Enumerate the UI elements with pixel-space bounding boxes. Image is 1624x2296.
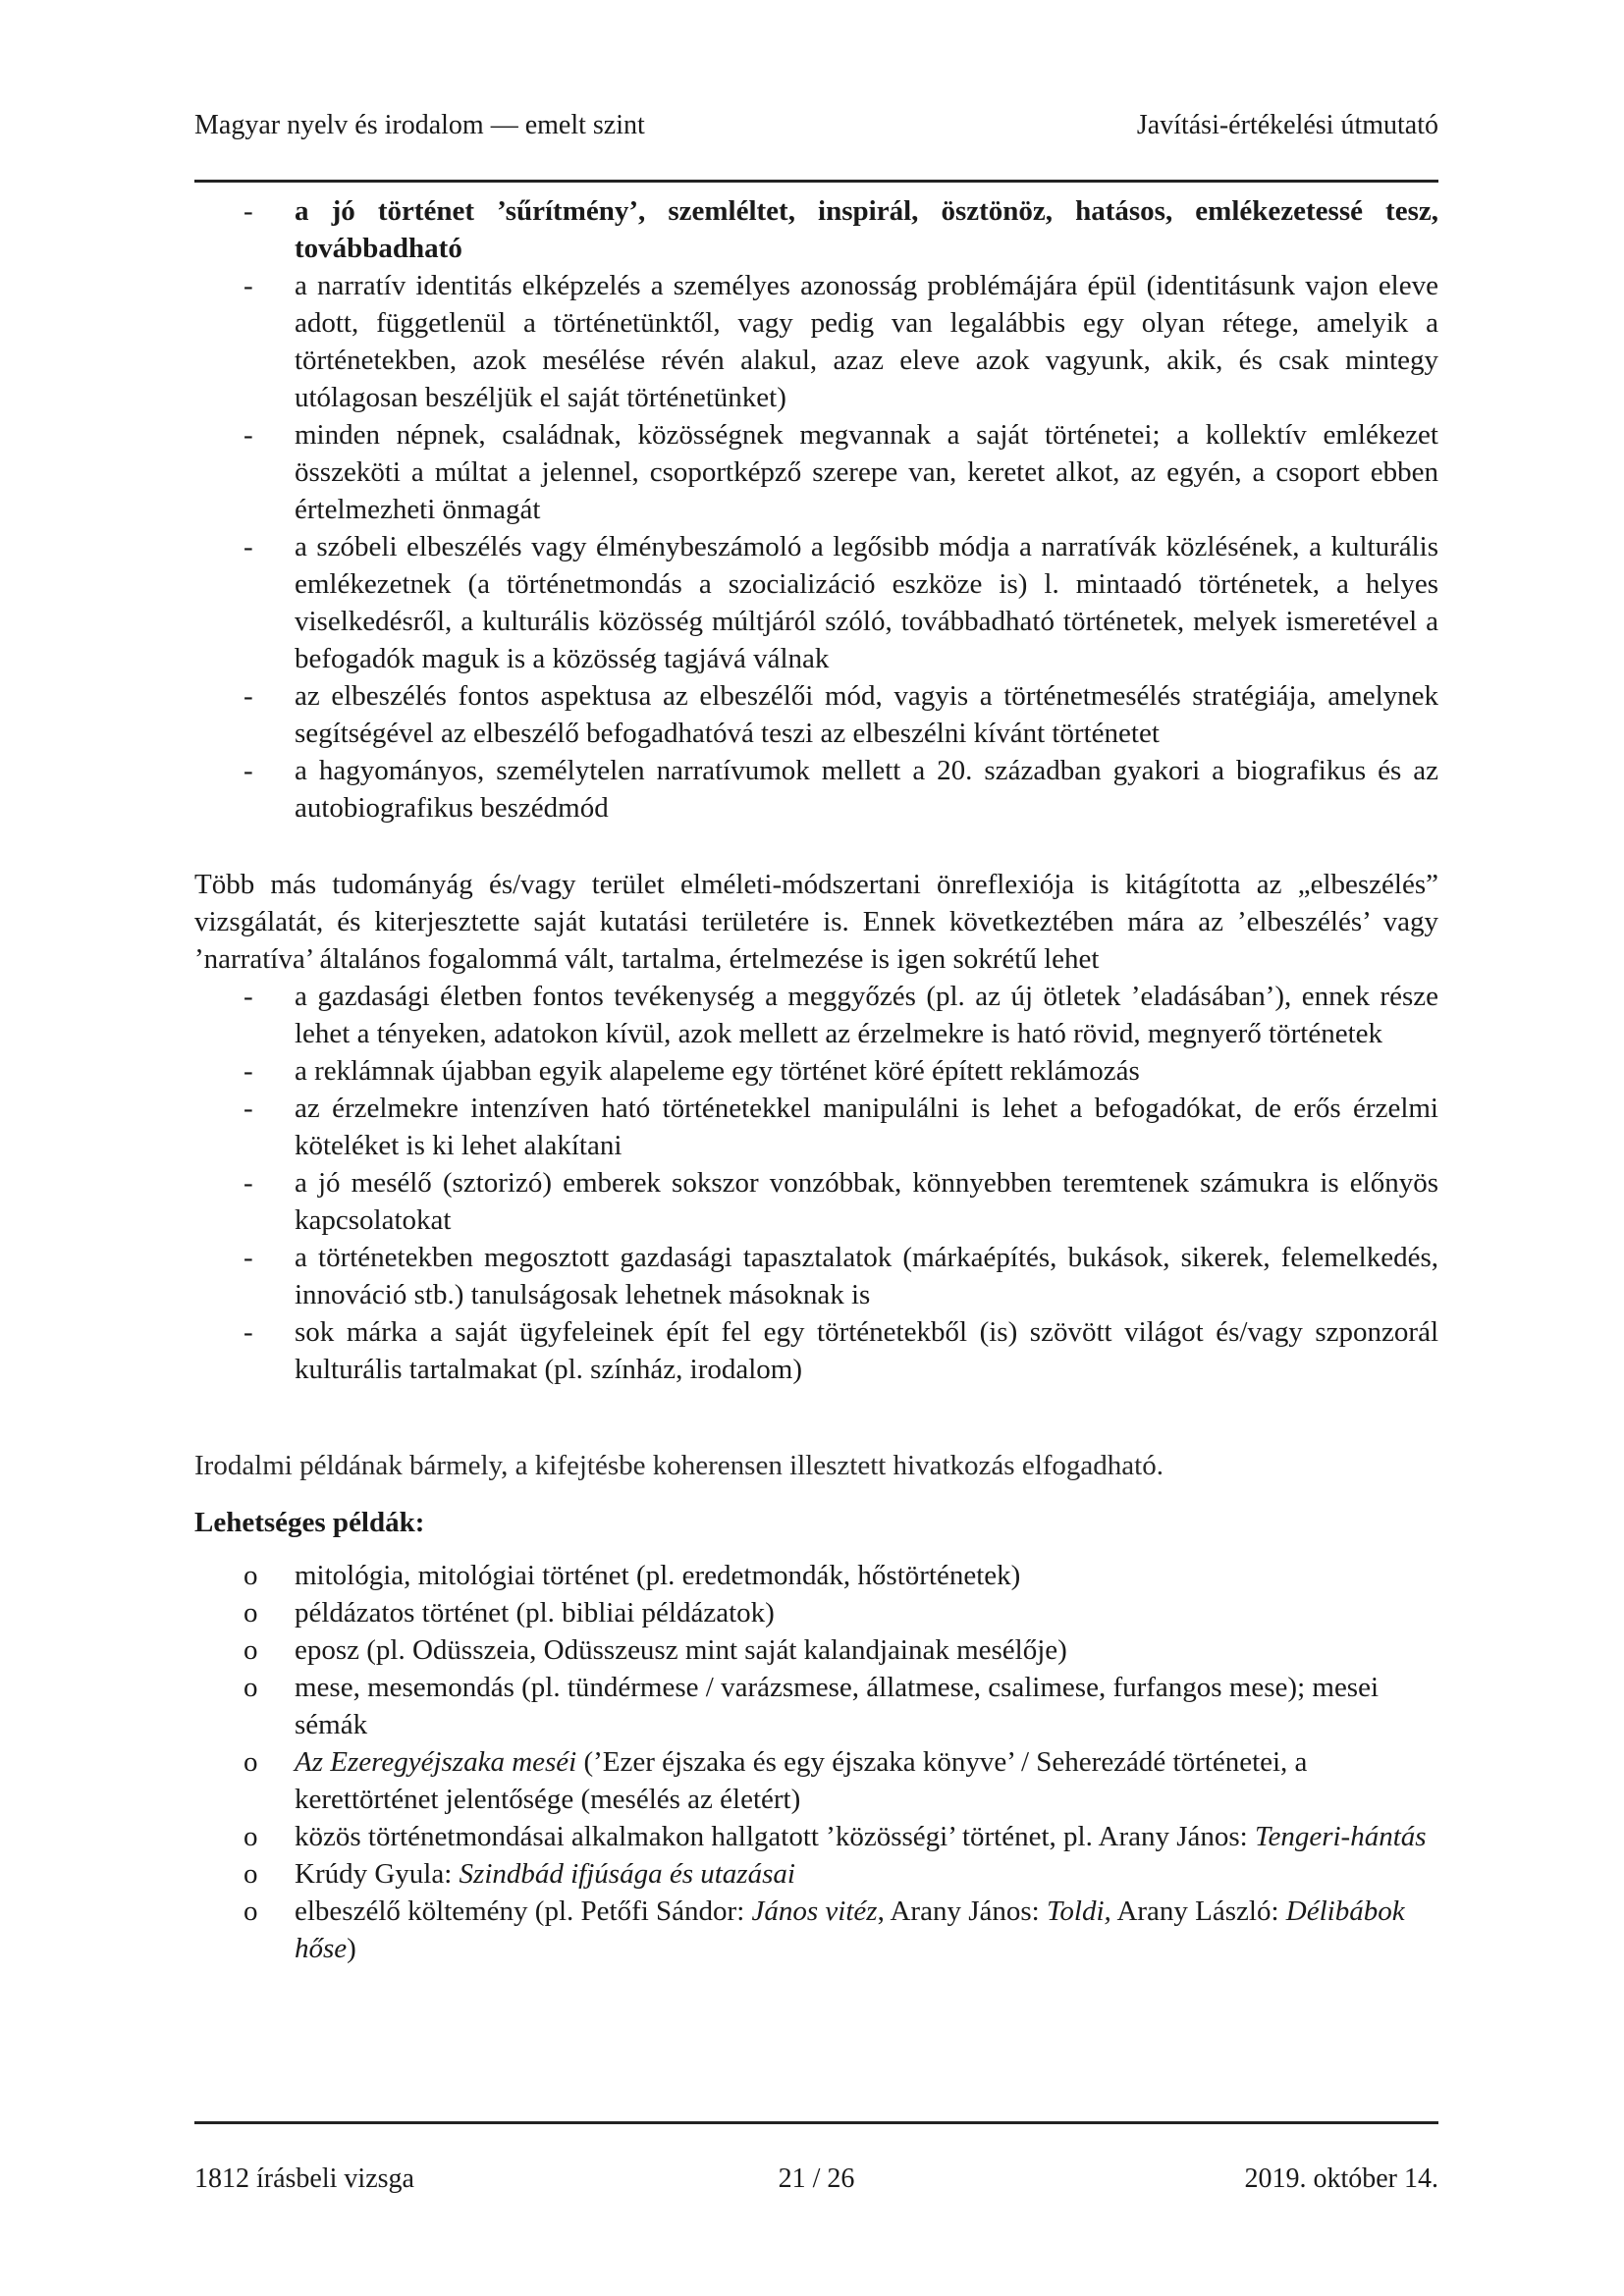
list-item-text: a narratív identitás elképzelés a személyes azonosság problémájára épül (identitásunk vajon eleve adott, függetlenül a történetünktől, vagy pedig van legalábbis egy olyan rétege, amelyik a történetekben, azok mesélése révén alakul, azaz eleve azok vagyunk, akik, és csak mintegy utólagosan beszéljük el saját történetünket): [295, 270, 1438, 413]
header-doc-type: Javítási-értékelési útmutató: [1136, 110, 1438, 140]
example-title: Tengeri-hántás: [1254, 1821, 1427, 1852]
narrative-points-list: [194, 192, 1438, 827]
dash-marker: -: [244, 270, 253, 301]
list-item: [194, 1893, 1438, 1967]
example-title: Az Ezeregyéjszaka meséi: [295, 1746, 577, 1778]
list-item-text: az elbeszélés fontos aspektusa az elbeszélői mód, vagyis a történetmesélés stratégiája, amelynek segítségével az elbeszélő befogadhatóvá teszi az elbeszélni kívánt történetet: [295, 680, 1438, 749]
list-item: [194, 1052, 1438, 1090]
example-title: Toldi,: [1046, 1896, 1111, 1927]
list-item-text: a jó mesélő (sztorizó) emberek sokszor vonzóbbak, könnyebben teremtenek számukra is előnyös kapcsolatokat: [295, 1167, 1438, 1236]
footer-date: 2019. október 14.: [1244, 2163, 1438, 2194]
list-item: [194, 1164, 1438, 1239]
example-title: Délibábok hőse: [295, 1896, 1405, 1964]
circle-marker: o: [244, 1597, 258, 1629]
spacer: [194, 1388, 1438, 1427]
spacer: [194, 827, 1438, 866]
list-item: [194, 1557, 1438, 1594]
dash-marker: -: [244, 1167, 253, 1199]
list-item-text: a jó történet ’sűrítmény’, szemléltet, inspirál, ösztönöz, hatásos, emlékezetessé tesz, továbbadható: [295, 195, 1438, 264]
circle-marker: o: [244, 1672, 258, 1703]
dash-marker: -: [244, 981, 253, 1012]
list-item: [194, 978, 1438, 1052]
dash-marker: -: [244, 680, 253, 712]
list-item: [194, 1818, 1438, 1855]
circle-marker: o: [244, 1560, 258, 1591]
header-rule: [194, 180, 1438, 183]
list-item-text: a hagyományos, személytelen narratívumok mellett a 20. században gyakori a biografikus és az autobiografikus beszédmód: [295, 755, 1438, 824]
header-subject: Magyar nyelv és irodalom — emelt szint: [194, 110, 645, 140]
list-item: [194, 416, 1438, 528]
example-title: János vitéz: [751, 1896, 878, 1927]
circle-marker: o: [244, 1634, 258, 1666]
spacer: [194, 1427, 1438, 1447]
dash-marker: -: [244, 195, 253, 227]
example-text: (’Ezer éjszaka és egy éjszaka könyve’ / Seherezádé történetei, a kerettörténet jelentősége (mesélés az életért): [295, 1746, 1308, 1815]
list-item: [194, 1631, 1438, 1669]
examples-heading: Lehetséges példák:: [194, 1507, 425, 1538]
example-author: Krúdy Gyula:: [295, 1858, 460, 1890]
list-item-text: a reklámnak újabban egyik alapeleme egy történet köré épített reklámozás: [295, 1055, 1140, 1087]
footer-rule: [194, 2121, 1438, 2124]
dash-marker: -: [244, 1055, 253, 1087]
list-item: [194, 752, 1438, 827]
dash-marker: -: [244, 1316, 253, 1348]
circle-marker: o: [244, 1896, 258, 1927]
list-item: [194, 1594, 1438, 1631]
list-item: [194, 1239, 1438, 1313]
example-text: , Arany János:: [877, 1896, 1047, 1927]
list-item: [194, 1313, 1438, 1388]
example-text: mitológia, mitológiai történet (pl. eredetmondák, hőstörténetek): [295, 1560, 1021, 1591]
economy-points-list: [194, 978, 1438, 1388]
example-text: ): [347, 1933, 356, 1964]
circle-marker: o: [244, 1858, 258, 1890]
list-item: [194, 267, 1438, 416]
example-text: közös történetmondásai alkalmakon hallgatott ’közösségi’ történet, pl. Arany János:: [295, 1821, 1255, 1852]
circle-marker: o: [244, 1746, 258, 1778]
example-title: Szindbád ifjúsága és utazásai: [459, 1858, 795, 1890]
list-item: [194, 677, 1438, 752]
page-footer: [194, 2163, 1438, 2203]
dash-marker: -: [244, 1093, 253, 1124]
dash-marker: -: [244, 1242, 253, 1273]
list-item: [194, 1090, 1438, 1164]
list-item: [194, 1743, 1438, 1818]
example-text: Arany László:: [1110, 1896, 1286, 1927]
example-text: példázatos történet (pl. bibliai példázatok): [295, 1597, 775, 1629]
examples-list: [194, 1557, 1438, 1967]
example-text: mese, mesemondás (pl. tündérmese / varázsmese, állatmese, csalimese, furfangos mese); mesei sémák: [295, 1672, 1380, 1740]
list-item: [194, 1669, 1438, 1743]
page-number: 21 / 26: [778, 2163, 855, 2194]
page-content: [194, 192, 1438, 1967]
list-item: [194, 1855, 1438, 1893]
list-item-text: minden népnek, családnak, közösségnek megvannak a saját történetei; a kollektív emlékezet összeköti a múltat a jelennel, csoportképző szerepe van, keretet alkot, az egyén, a csoport ebben értelmezheti önmagát: [295, 419, 1438, 525]
examples-note: Irodalmi példának bármely, a kifejtésbe koherensen illesztett hivatkozás elfogadható.: [194, 1450, 1164, 1481]
example-text: elbeszélő költemény (pl. Petőfi Sándor:: [295, 1896, 752, 1927]
dash-marker: -: [244, 419, 253, 451]
list-item-text: sok márka a saját ügyfeleinek épít fel egy történetekből (is) szövött világot és/vagy szponzorál kulturális tartalmakat (pl. színház, irodalom): [295, 1316, 1438, 1385]
dash-marker: -: [244, 531, 253, 562]
list-item: [194, 528, 1438, 677]
body-paragraph: Több más tudományág és/vagy terület elméleti-módszertani önreflexiója is kitágította az „elbeszélés” vizsgálatát, és kiterjesztette saját kutatási területére is. Ennek következtében mára az ’elbeszélés’ vagy ’narratíva’ általános fogalommá vált, tartalma, értelmezése is igen sokrétű lehet: [194, 869, 1438, 975]
page-header: [194, 110, 1438, 149]
list-item-text: az érzelmekre intenzíven ható történetekkel manipulálni is lehet a befogadókat, de erős érzelmi köteléket is ki lehet alakítani: [295, 1093, 1438, 1161]
list-item-text: a gazdasági életben fontos tevékenység a meggyőzés (pl. az új ötletek ’eladásában’), ennek része lehet a tényeken, adatokon kívül, azok mellett az érzelmekre is ható rövid, megnyerő történetek: [295, 981, 1438, 1049]
footer-exam-id: 1812 írásbeli vizsga: [194, 2163, 414, 2194]
list-item-text: a történetekben megosztott gazdasági tapasztalatok (márkaépítés, bukások, sikerek, felemelkedés, innováció stb.) tanulságosak lehetnek másoknak is: [295, 1242, 1438, 1310]
dash-marker: -: [244, 755, 253, 786]
circle-marker: o: [244, 1821, 258, 1852]
list-item-text: a szóbeli elbeszélés vagy élménybeszámoló a legősibb módja a narratívák közlésének, a kulturális emlékezetnek (a történetmondás a szocializáció eszköze is) l. mintaadó történetek, a helyes viselkedésről, a kulturális közösség múltjáról szóló, továbbadható történetek, melyek ismeretével a befogadók maguk is a közösség tagjává válnak: [295, 531, 1438, 674]
example-text: eposz (pl. Odüsszeia, Odüsszeusz mint saját kalandjainak mesélője): [295, 1634, 1067, 1666]
list-item: [194, 192, 1438, 267]
